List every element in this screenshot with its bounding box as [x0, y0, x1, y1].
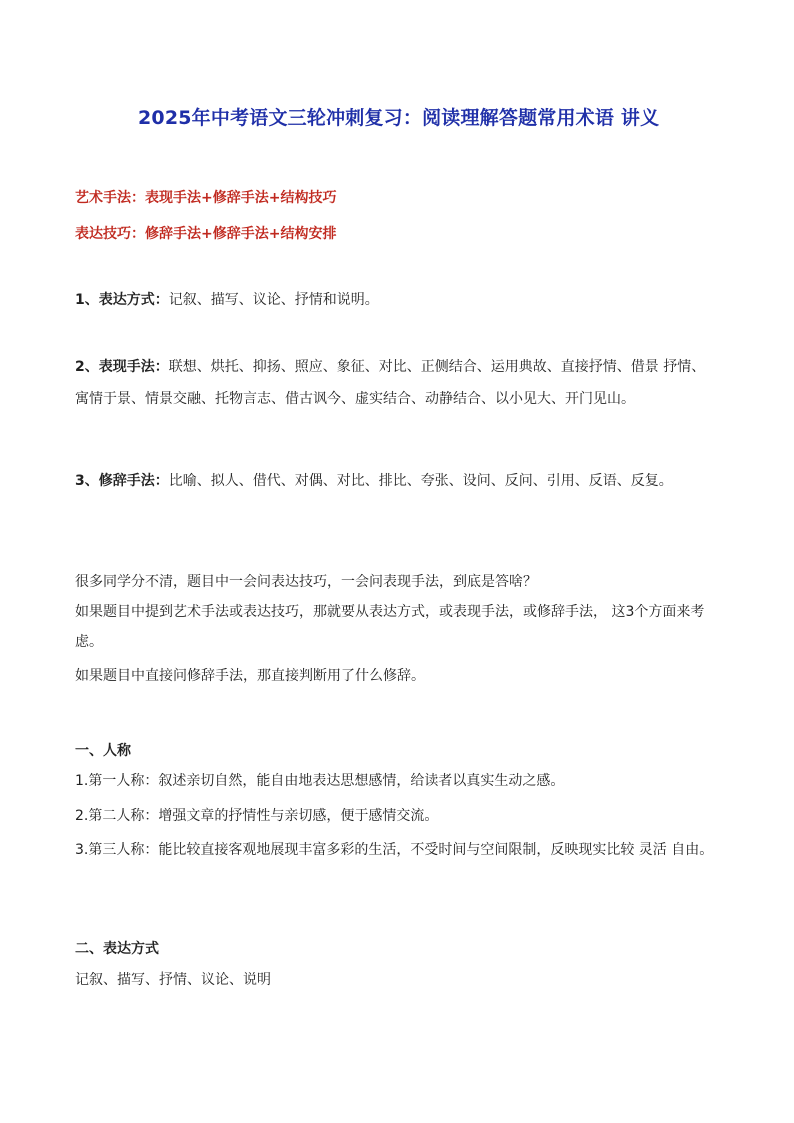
page-title: 2025年中考语文三轮冲刺复习：阅读理解答题常用术语 讲义 — [138, 107, 660, 129]
note-paragraph: 如果题目中提到艺术手法或表达技巧，那就要从表达方式，或表现手法，或修辞手法， 这3个方面来考虑。 — [75, 604, 705, 650]
section-heading: 二、表达方式 — [75, 941, 159, 957]
item-expression-modes — [75, 290, 379, 310]
art-technique-line: 艺术手法：表现手法+修辞手法+结构技巧 — [75, 190, 337, 206]
item-label: 2、表现手法： — [75, 359, 169, 375]
item-text: 记叙、描写、议论、抒情和说明。 — [168, 292, 379, 308]
section-heading: 一、人称 — [75, 743, 131, 759]
item-label: 1、表达方式： — [75, 292, 169, 308]
expression-technique-line: 表达技巧：修辞手法+修辞手法+结构安排 — [75, 226, 337, 242]
item-label: 3、修辞手法： — [75, 473, 169, 489]
item-text: 联想、烘托、抑扬、照应、象征、对比、正侧结合、运用典故、直接抒情、借景 抒情、寓情于景、情景交融、托物言志、借古讽今、虚实结合、动静结合、以小见大、开门见山。 — [75, 359, 706, 407]
item-rhetorical-devices — [75, 465, 715, 497]
section-text: 记叙、描写、抒情、议论、说明 — [75, 972, 271, 988]
person-first: 1.第一人称：叙述亲切自然，能自由地表达思想感情，给读者以真实生动之感。 — [75, 773, 565, 789]
note-line: 很多同学分不清，题目中一会问表达技巧，一会问表现手法，到底是答啥？ — [75, 574, 537, 590]
item-text: 比喻、拟人、借代、对偶、对比、排比、夸张、设问、反问、引用、反语、反复。 — [168, 473, 673, 489]
person-second: 2.第二人称：增强文章的抒情性与亲切感，便于感情交流。 — [75, 808, 439, 824]
person-third: 3.第三人称：能比较直接客观地展现丰富多彩的生活，不受时间与空间限制，反映现实比较 灵活 自由。 — [75, 842, 714, 858]
note-line: 如果题目中直接问修辞手法，那直接判断用了什么修辞。 — [75, 668, 425, 684]
item-performance-techniques — [75, 351, 715, 415]
